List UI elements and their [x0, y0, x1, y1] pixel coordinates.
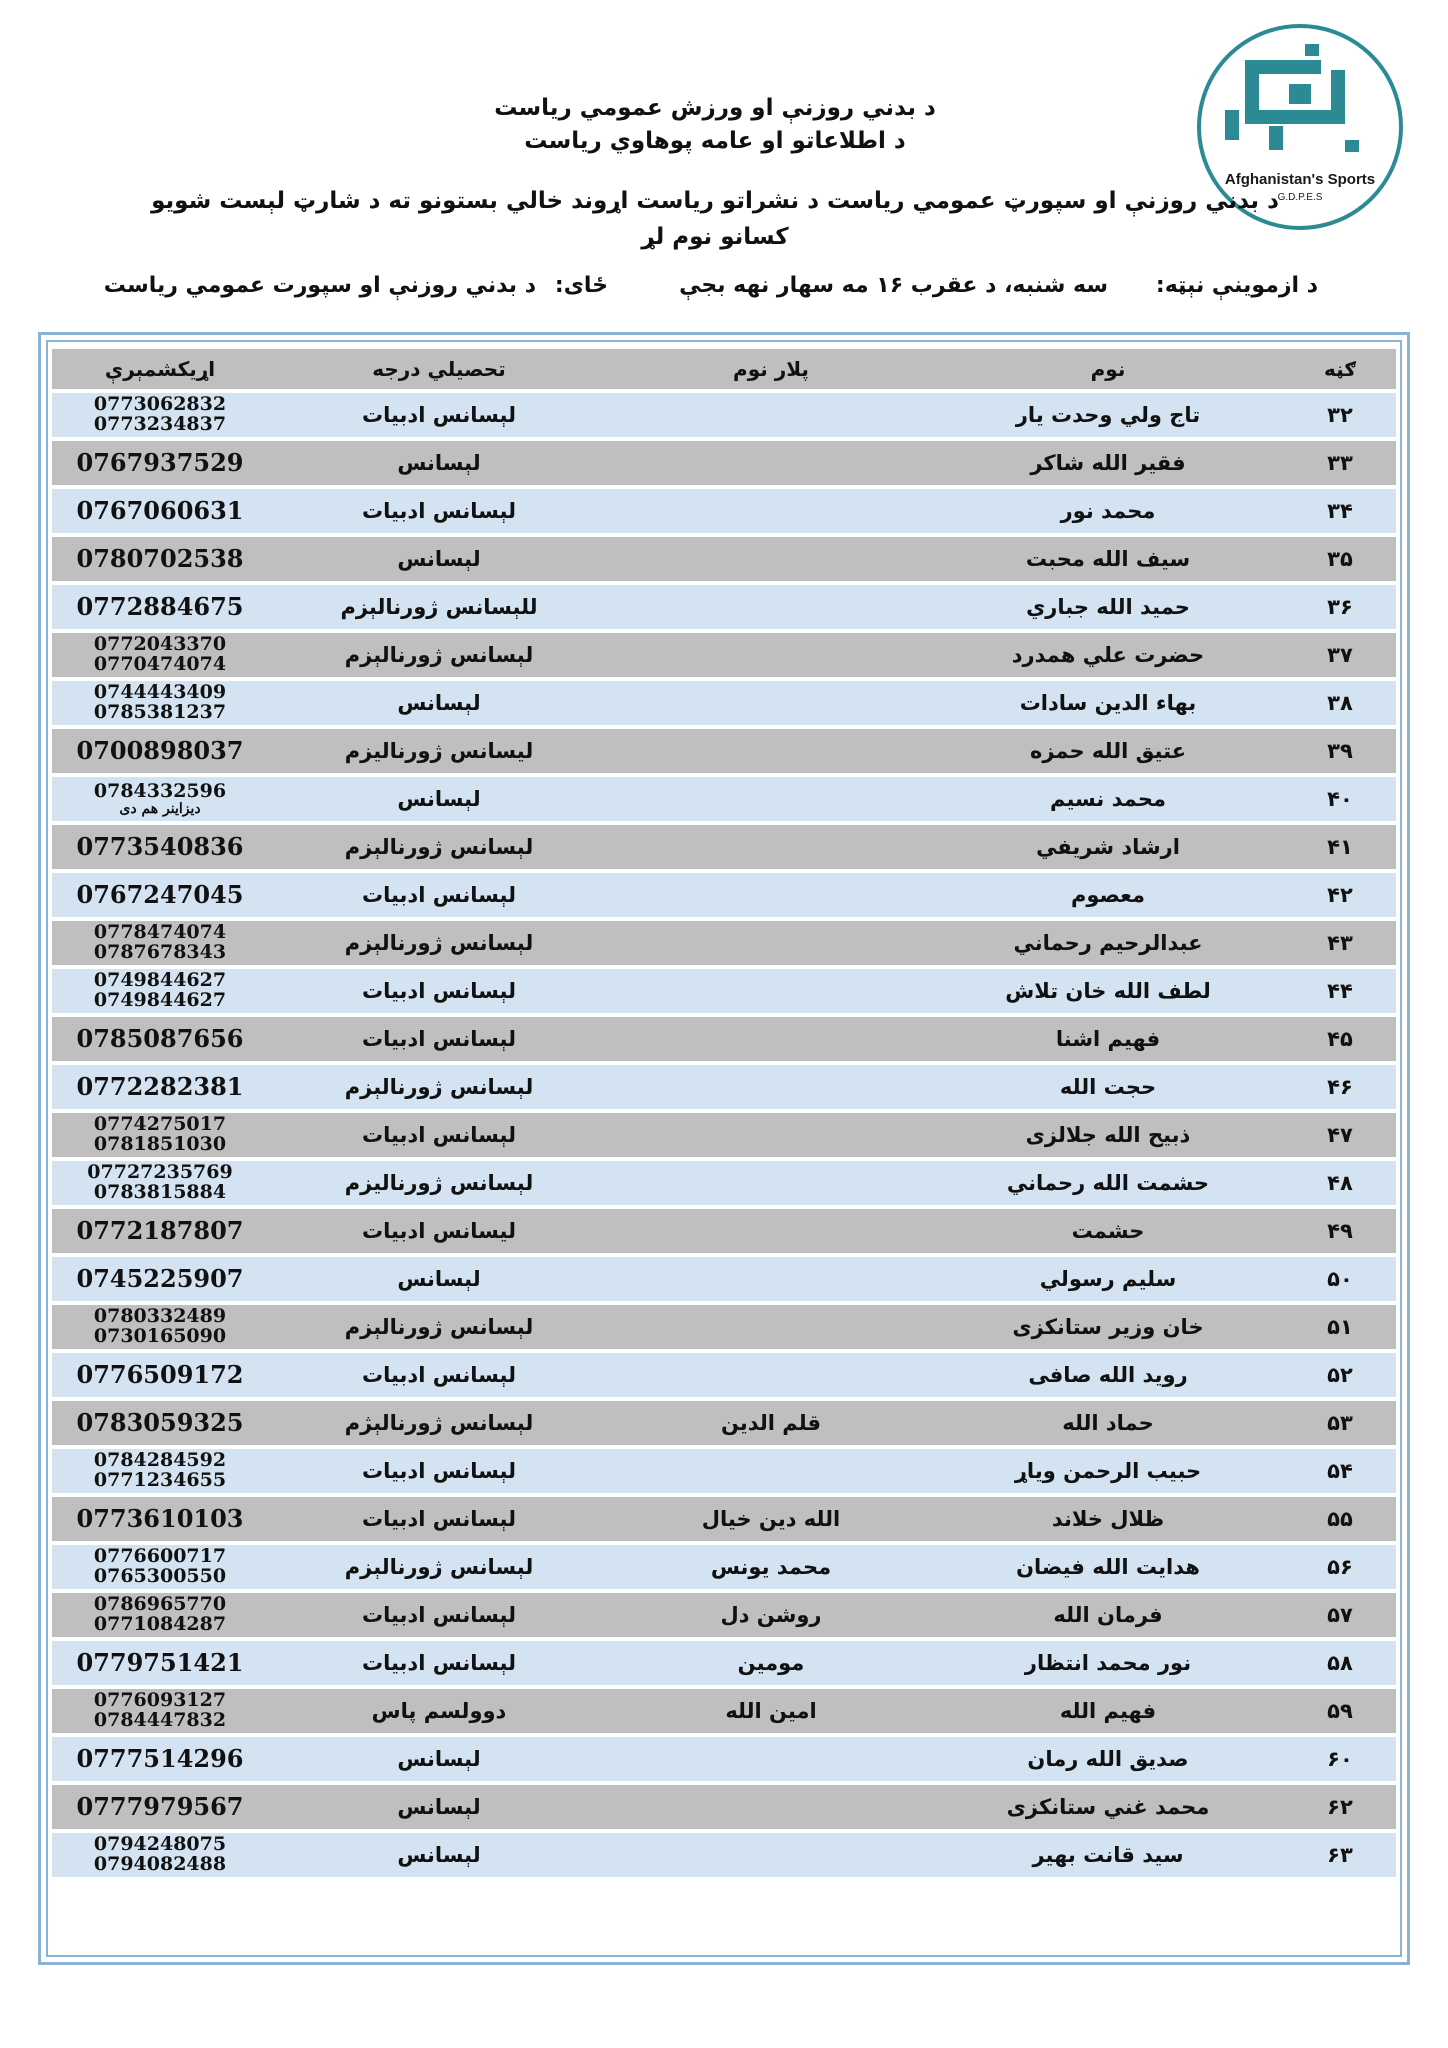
phone-numbers: [52, 1593, 268, 1637]
table-row: [52, 1593, 1396, 1637]
phone-number: 0776509172: [76, 1360, 244, 1389]
phone-numbers: [52, 537, 268, 581]
phone-number: 0744443409: [93, 681, 227, 704]
person-name: حشمت الله رحماني: [932, 1161, 1284, 1205]
row-number: ۴۹: [1284, 1209, 1396, 1253]
person-name: معصوم: [932, 873, 1284, 917]
education-degree: للېسانس ژورنالېزم: [268, 585, 610, 629]
phone-number: 0787678343: [93, 941, 227, 963]
education-degree: لېسانس: [268, 537, 610, 581]
father-name: [610, 1833, 932, 1877]
phone-number: 0785381237: [93, 701, 227, 723]
phone-number: 0700898037: [76, 736, 244, 765]
person-name: لطف الله خان تلاش: [932, 969, 1284, 1013]
table-row: [52, 393, 1396, 437]
row-number: ۳۷: [1284, 633, 1396, 677]
phone-numbers: [52, 873, 268, 917]
phone-number: 0773234837: [93, 413, 227, 435]
phone-numbers: [52, 681, 268, 725]
table-row: [52, 489, 1396, 533]
header-line-3: د بدني روزنې او سپورټ عمومي رياست د نشراتو رياست اړوند خالي بستونو ته د شارټ لېست شويو: [151, 188, 1279, 214]
phone-number: 0785087656: [76, 1024, 244, 1053]
person-name: حجت الله: [932, 1065, 1284, 1109]
phone-number: 0776093127: [93, 1689, 227, 1712]
father-name: [610, 777, 932, 821]
father-name: [610, 681, 932, 725]
header-line-1: د بدني روزنې او ورزش عمومي رياست: [494, 95, 936, 121]
row-number: ۵۸: [1284, 1641, 1396, 1685]
table-row: [52, 777, 1396, 821]
table-row: [52, 1257, 1396, 1301]
phone-numbers: [52, 585, 268, 629]
exam-date-value: سه شنبه، د عقرب ۱۶ مه سهار نهه بجې: [679, 273, 1108, 298]
col-header-father: پلار نوم: [610, 349, 932, 389]
phone-number: 0784332596: [93, 780, 227, 803]
phone-number: 0765300550: [93, 1565, 227, 1587]
father-name: محمد يونس: [610, 1545, 932, 1589]
phone-number: 0784284592: [93, 1449, 227, 1472]
phone-number: 0771084287: [93, 1613, 227, 1635]
person-name: محمد نسيم: [932, 777, 1284, 821]
person-name: محمد نور: [932, 489, 1284, 533]
table-row: [52, 1785, 1396, 1829]
phone-numbers: [52, 1737, 268, 1781]
father-name: [610, 393, 932, 437]
education-degree: لېسانس ژورنالېزم: [268, 1065, 610, 1109]
row-number: ۴۷: [1284, 1113, 1396, 1157]
table-row: [52, 1305, 1396, 1349]
phone-numbers: [52, 633, 268, 677]
table-row: [52, 1113, 1396, 1157]
father-name: [610, 1065, 932, 1109]
person-name: عبدالرحيم رحماني: [932, 921, 1284, 965]
row-number: ۵۰: [1284, 1257, 1396, 1301]
row-number: ۴۰: [1284, 777, 1396, 821]
education-degree: لېسانس ادبيات: [268, 1593, 610, 1637]
education-degree: لېسانس ادبيات: [268, 1449, 610, 1493]
phone-number: 07727235769: [87, 1161, 233, 1184]
education-degree: لېسانس: [268, 441, 610, 485]
row-number: ۳۵: [1284, 537, 1396, 581]
education-degree: ليسانس ادبيات: [268, 1209, 610, 1253]
father-name: [610, 1305, 932, 1349]
phone-number: 0794082488: [93, 1853, 227, 1875]
phone-numbers: [52, 489, 268, 533]
person-name: حشمت: [932, 1209, 1284, 1253]
table-row: [52, 1497, 1396, 1541]
phone-numbers: [52, 1641, 268, 1685]
row-number: ۵۹: [1284, 1689, 1396, 1733]
father-name: [610, 441, 932, 485]
father-name: [610, 1785, 932, 1829]
table-row: [52, 1353, 1396, 1397]
education-degree: ليسانس ژورناليزم: [268, 729, 610, 773]
person-name: فقير الله شاکر: [932, 441, 1284, 485]
father-name: روشن دل: [610, 1593, 932, 1637]
father-name: [610, 1353, 932, 1397]
person-name: خان وزير ستانکزی: [932, 1305, 1284, 1349]
row-number: ۴۵: [1284, 1017, 1396, 1061]
row-number: ۴۴: [1284, 969, 1396, 1013]
header-line-4: کسانو نوم لړ: [641, 224, 789, 250]
education-degree: لېسانس: [268, 1257, 610, 1301]
phone-number: 0773062832: [93, 393, 227, 416]
person-name: حماد الله: [932, 1401, 1284, 1445]
row-number: ۵۳: [1284, 1401, 1396, 1445]
phone-number: 0780702538: [76, 544, 244, 573]
education-degree: لېسانس ژورنالېزم: [268, 921, 610, 965]
father-name: [610, 873, 932, 917]
education-degree: لېسانس: [268, 777, 610, 821]
table-row: [52, 921, 1396, 965]
education-degree: لېسانس ادبيات: [268, 1497, 610, 1541]
father-name: [610, 1737, 932, 1781]
education-degree: لېسانس ژورنالېزم: [268, 1545, 610, 1589]
person-name: حميد الله جباري: [932, 585, 1284, 629]
phone-number: 0777514296: [76, 1744, 244, 1773]
table-row: [52, 1833, 1396, 1877]
col-header-phone: اړيکشمېرې: [52, 349, 268, 389]
education-degree: لېسانس: [268, 681, 610, 725]
phone-number: 0772043370: [93, 633, 227, 656]
table-row: [52, 1401, 1396, 1445]
education-degree: لېسانس ادبيات: [268, 1017, 610, 1061]
phone-numbers: [52, 825, 268, 869]
row-number: ۵۶: [1284, 1545, 1396, 1589]
phone-numbers: [52, 1785, 268, 1829]
phone-numbers: [52, 1161, 268, 1205]
table-row: [52, 441, 1396, 485]
person-name: ظلال خلاند: [932, 1497, 1284, 1541]
education-degree: لېسانس ادبيات: [268, 1641, 610, 1685]
education-degree: لېسانس: [268, 1737, 610, 1781]
row-number: ۴۸: [1284, 1161, 1396, 1205]
person-name: بهاء الدين سادات: [932, 681, 1284, 725]
table-row: [52, 969, 1396, 1013]
education-degree: لېسانس: [268, 1785, 610, 1829]
phone-number: 0778474074: [93, 921, 227, 944]
phone-number: 0771234655: [93, 1469, 227, 1491]
father-name: [610, 1017, 932, 1061]
phone-numbers: [52, 777, 268, 821]
row-number: ۳۲: [1284, 393, 1396, 437]
person-name: فهيم الله: [932, 1689, 1284, 1733]
table-row: [52, 729, 1396, 773]
person-name: رويد الله صافی: [932, 1353, 1284, 1397]
table-row: [52, 1737, 1396, 1781]
father-name: [610, 1449, 932, 1493]
phone-number: 0783059325: [76, 1408, 244, 1437]
education-degree: لېسانس ژورنالېزم: [268, 633, 610, 677]
row-number: ۵۷: [1284, 1593, 1396, 1637]
phone-numbers: [52, 1305, 268, 1349]
education-degree: لېسانس ژورنالېزم: [268, 825, 610, 869]
phone-numbers: [52, 969, 268, 1013]
phone-numbers: [52, 1065, 268, 1109]
father-name: [610, 729, 932, 773]
phone-number: 0779751421: [76, 1648, 244, 1677]
row-number: ۴۳: [1284, 921, 1396, 965]
phone-number: 0767937529: [76, 448, 244, 477]
education-degree: لېسانس ادبيات: [268, 393, 610, 437]
phone-note: ديزاينر هم دی: [119, 800, 201, 817]
table-row: [52, 1017, 1396, 1061]
person-name: سيد قانت بهير: [932, 1833, 1284, 1877]
table-row: [52, 1641, 1396, 1685]
phone-number: 0794248075: [93, 1833, 227, 1856]
phone-number: 0774275017: [93, 1113, 227, 1136]
row-number: ۵۱: [1284, 1305, 1396, 1349]
table-row: [52, 1449, 1396, 1493]
person-name: عتيق الله حمزه: [932, 729, 1284, 773]
person-name: ارشاد شريفي: [932, 825, 1284, 869]
row-number: ۳۹: [1284, 729, 1396, 773]
education-degree: لېسانس ادبيات: [268, 1353, 610, 1397]
row-number: ۵۵: [1284, 1497, 1396, 1541]
row-number: ۳۳: [1284, 441, 1396, 485]
phone-numbers: [52, 921, 268, 965]
phone-number: 0777979567: [76, 1792, 244, 1821]
person-name: سليم رسولي: [932, 1257, 1284, 1301]
table-row: [52, 1065, 1396, 1109]
phone-numbers: [52, 1017, 268, 1061]
phone-numbers: [52, 1449, 268, 1493]
header-line-2: د اطلاعاتو او عامه پوهاوي رياست: [524, 128, 906, 154]
education-degree: لېسانس ادبيات: [268, 969, 610, 1013]
phone-number: 0783815884: [93, 1181, 227, 1203]
father-name: [610, 969, 932, 1013]
person-name: محمد غني ستانکزی: [932, 1785, 1284, 1829]
phone-numbers: [52, 1257, 268, 1301]
education-degree: لېسانس ادبيات: [268, 489, 610, 533]
row-number: ۵۲: [1284, 1353, 1396, 1397]
education-degree: لېسانس ژورنالېژم: [268, 1401, 610, 1445]
person-name: نور محمد انتظار: [932, 1641, 1284, 1685]
person-name: سيف الله محبت: [932, 537, 1284, 581]
phone-number: 0770474074: [93, 653, 227, 675]
table-row: [52, 1689, 1396, 1733]
phone-number: 0786965770: [93, 1593, 227, 1616]
phone-numbers: [52, 1401, 268, 1445]
father-name: [610, 633, 932, 677]
shortlist-table: [52, 345, 1396, 1881]
father-name: [610, 1257, 932, 1301]
education-degree: لېسانس ژورنالېزم: [268, 1305, 610, 1349]
phone-number: 0781851030: [93, 1133, 227, 1155]
phone-number: 0772884675: [76, 592, 244, 621]
row-number: ۴۱: [1284, 825, 1396, 869]
phone-number: 0745225907: [76, 1264, 244, 1293]
phone-numbers: [52, 1545, 268, 1589]
table-row: [52, 537, 1396, 581]
exam-date-label: د ازموينې نېټه:: [1155, 273, 1318, 298]
person-name: حبيب الرحمن وياړ: [932, 1449, 1284, 1493]
row-number: ۶۲: [1284, 1785, 1396, 1829]
education-degree: لېسانس: [268, 1833, 610, 1877]
father-name: [610, 921, 932, 965]
education-degree: لېسانس ژورناليزم: [268, 1161, 610, 1205]
row-number: ۵۴: [1284, 1449, 1396, 1493]
table-row: [52, 873, 1396, 917]
table-row: [52, 1161, 1396, 1205]
person-name: فهيم اشنا: [932, 1017, 1284, 1061]
col-header-degree: تحصيلي درجه: [268, 349, 610, 389]
person-name: هدايت الله فيضان: [932, 1545, 1284, 1589]
father-name: [610, 825, 932, 869]
table-row: [52, 633, 1396, 677]
svg-text:Afghanistan's Sports: Afghanistan's Sports: [1224, 171, 1376, 188]
phone-number: 0749844627: [93, 969, 227, 992]
table-row: [52, 585, 1396, 629]
phone-number: 0784447832: [93, 1709, 227, 1731]
phone-numbers: [52, 1353, 268, 1397]
person-name: ذبيح الله جلالزی: [932, 1113, 1284, 1157]
phone-number: 0772282381: [76, 1072, 244, 1101]
exam-place-value: د بدني روزنې او سپورت عمومي رياست: [103, 273, 536, 298]
phone-number: 0780332489: [93, 1305, 227, 1328]
shortlist-table-frame: [38, 332, 1410, 1965]
phone-numbers: [52, 1209, 268, 1253]
phone-number: 0772187807: [76, 1216, 244, 1245]
phone-numbers: [52, 1497, 268, 1541]
row-number: ۶۰: [1284, 1737, 1396, 1781]
row-number: ۶۳: [1284, 1833, 1396, 1877]
row-number: ۴۶: [1284, 1065, 1396, 1109]
phone-number: 0767060631: [76, 496, 244, 525]
father-name: [610, 1161, 932, 1205]
father-name: قلم الدين: [610, 1401, 932, 1445]
father-name: الله دين خيال: [610, 1497, 932, 1541]
phone-numbers: [52, 1113, 268, 1157]
table-row: [52, 1209, 1396, 1253]
education-degree: لېسانس ادبيات: [268, 873, 610, 917]
father-name: مومين: [610, 1641, 932, 1685]
phone-number: 0749844627: [93, 989, 227, 1011]
row-number: ۳۸: [1284, 681, 1396, 725]
father-name: [610, 1209, 932, 1253]
person-name: تاج ولي وحدت يار: [932, 393, 1284, 437]
table-row: [52, 825, 1396, 869]
phone-number: 0767247045: [76, 880, 244, 909]
father-name: [610, 585, 932, 629]
col-header-no: ګڼه: [1284, 349, 1396, 389]
father-name: [610, 537, 932, 581]
table-row: [52, 1545, 1396, 1589]
phone-number: 0730165090: [93, 1325, 227, 1347]
phone-numbers: [52, 393, 268, 437]
person-name: حضرت علي همدرد: [932, 633, 1284, 677]
father-name: [610, 1113, 932, 1157]
person-name: فرمان الله: [932, 1593, 1284, 1637]
phone-numbers: [52, 729, 268, 773]
col-header-name: نوم: [932, 349, 1284, 389]
phone-number: 0773540836: [76, 832, 244, 861]
father-name: [610, 489, 932, 533]
phone-numbers: [52, 1833, 268, 1877]
row-number: ۴۲: [1284, 873, 1396, 917]
table-row: [52, 681, 1396, 725]
table-header-row: [52, 349, 1396, 389]
phone-number: 0776600717: [93, 1545, 227, 1568]
education-degree: دوولسم پاس: [268, 1689, 610, 1733]
row-number: ۳۴: [1284, 489, 1396, 533]
phone-numbers: [52, 441, 268, 485]
exam-place-label: ځای:: [554, 273, 608, 298]
row-number: ۳۶: [1284, 585, 1396, 629]
svg-text:G.D.P.E.S: G.D.P.E.S: [1277, 192, 1323, 203]
person-name: صديق الله رمان: [932, 1737, 1284, 1781]
father-name: امين الله: [610, 1689, 932, 1733]
phone-number: 0773610103: [76, 1504, 244, 1533]
education-degree: لېسانس ادبيات: [268, 1113, 610, 1157]
phone-numbers: [52, 1689, 268, 1733]
